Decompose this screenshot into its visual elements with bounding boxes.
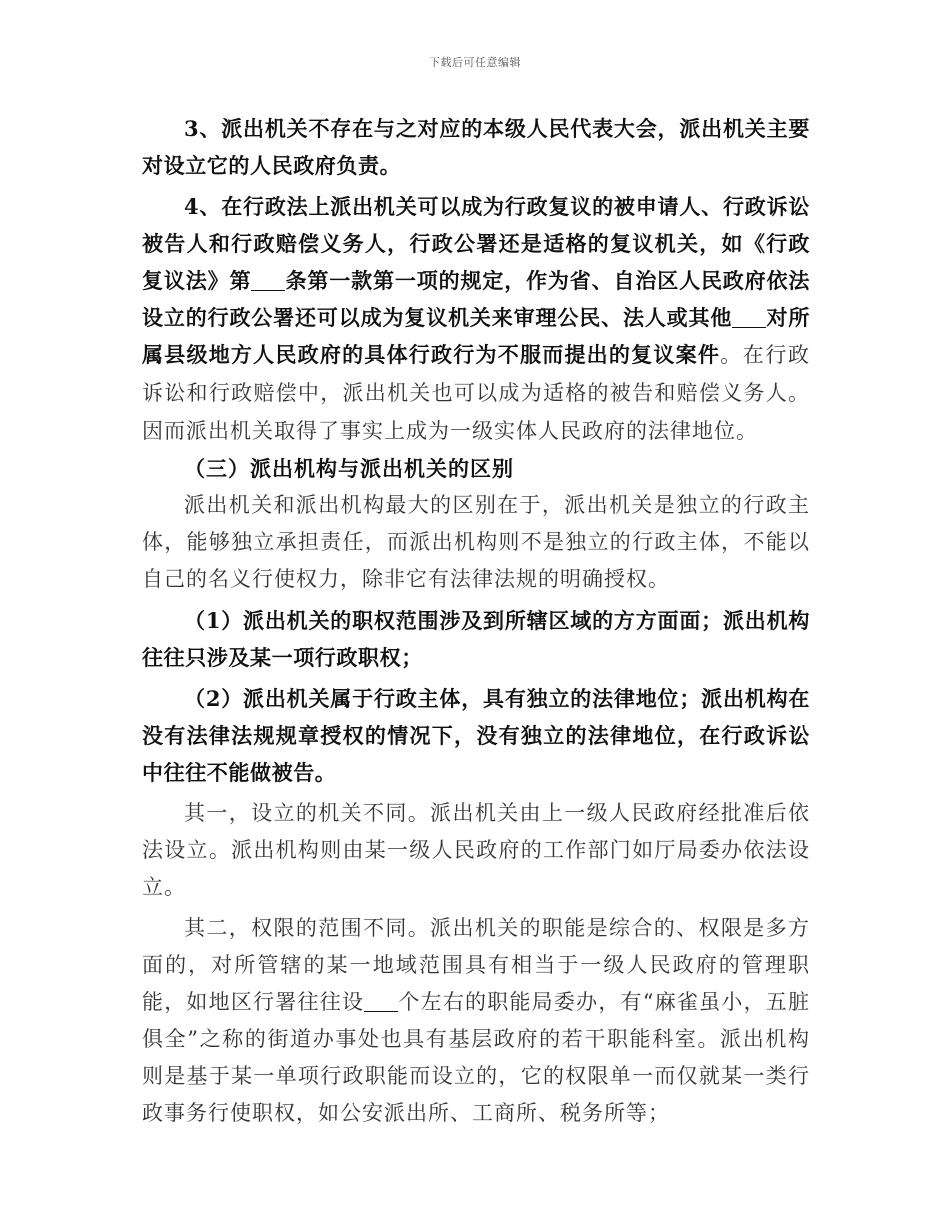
point-4-text-b: 条第一款第一项的规定，作为省、自治区人民政府依法设立的行政公署还可以成为复议机关来审理公民、法人或其他 <box>142 268 810 330</box>
point-4-text-d: 。在行政诉讼和行政赔偿中，派出机关也可以成为适格的被告和赔偿义务人。因而派出机关取得了事实上成为一级实体人民政府的法律地位。 <box>142 343 810 443</box>
fill-blank-count <box>364 990 398 1012</box>
second-text-a: 其二，权限的范围不同。派出机关的职能是综合的、权限是多方面的，对所管辖的某一地域范围具有相当于一级人民政府的管理职能，如地区行署往往设 <box>142 916 810 1014</box>
list-item-2: （2）派出机关属于行政主体，具有独立的法律地位；派出机构在没有法律法规规章授权的情况下，没有独立的法律地位，在行政诉讼中往往不能做被告。 <box>142 686 810 785</box>
paragraph-first-difference: 其一，设立的机关不同。派出机关由上一级人民政府经批准后依法设立。派出机构则由某一级人民政府的工作部门如厅局委办依法设立。 <box>142 801 810 899</box>
second-text-b: 个左右的职能局委办，有“麻雀虽小，五脏俱全”之称的街道办事处也具有基层政府的若干职能科室。派出机构则是基于某一单项行政职能而设立的，它的权限单一而仅就某一类行政事务行使职权，如公安派出所、工商所、税务所等； <box>142 990 811 1125</box>
paragraph-second-difference <box>142 910 810 1132</box>
page-header: 下载后可任意编辑 <box>429 56 521 69</box>
list-item-1: （1）派出机关的职权范围涉及到所辖区域的方方面面；派出机构往往只涉及某一项行政职权； <box>142 608 810 670</box>
point-4-text-c: 对所属县级地方人民政府的具体行政行为不服而提出的复议案件 <box>142 305 811 367</box>
paragraph-point-3: 3、派出机关不存在与之对应的本级人民代表大会，派出机关主要对设立它的人民政府负责。 <box>142 116 810 178</box>
document-body <box>142 110 810 1132</box>
point-4-text-a: 4、在行政法上派出机关可以成为行政复议的被申请人、行政诉讼被告人和行政赔偿义务人，行政公署还是适格的复议机关，如《行政复议法》第 <box>142 194 810 293</box>
paragraph-intro: 派出机关和派出机构最大的区别在于，派出机关是独立的行政主体，能够独立承担责任，而派出机构则不是独立的行政主体，不能以自己的名义行使权力，除非它有法律法规的明确授权。 <box>142 493 810 591</box>
fill-blank-organization <box>732 306 766 328</box>
section-heading-3: （三）派出机构与派出机关的区别 <box>184 456 514 481</box>
paragraph-point-4 <box>142 188 810 450</box>
fill-blank-article-number <box>251 269 285 291</box>
